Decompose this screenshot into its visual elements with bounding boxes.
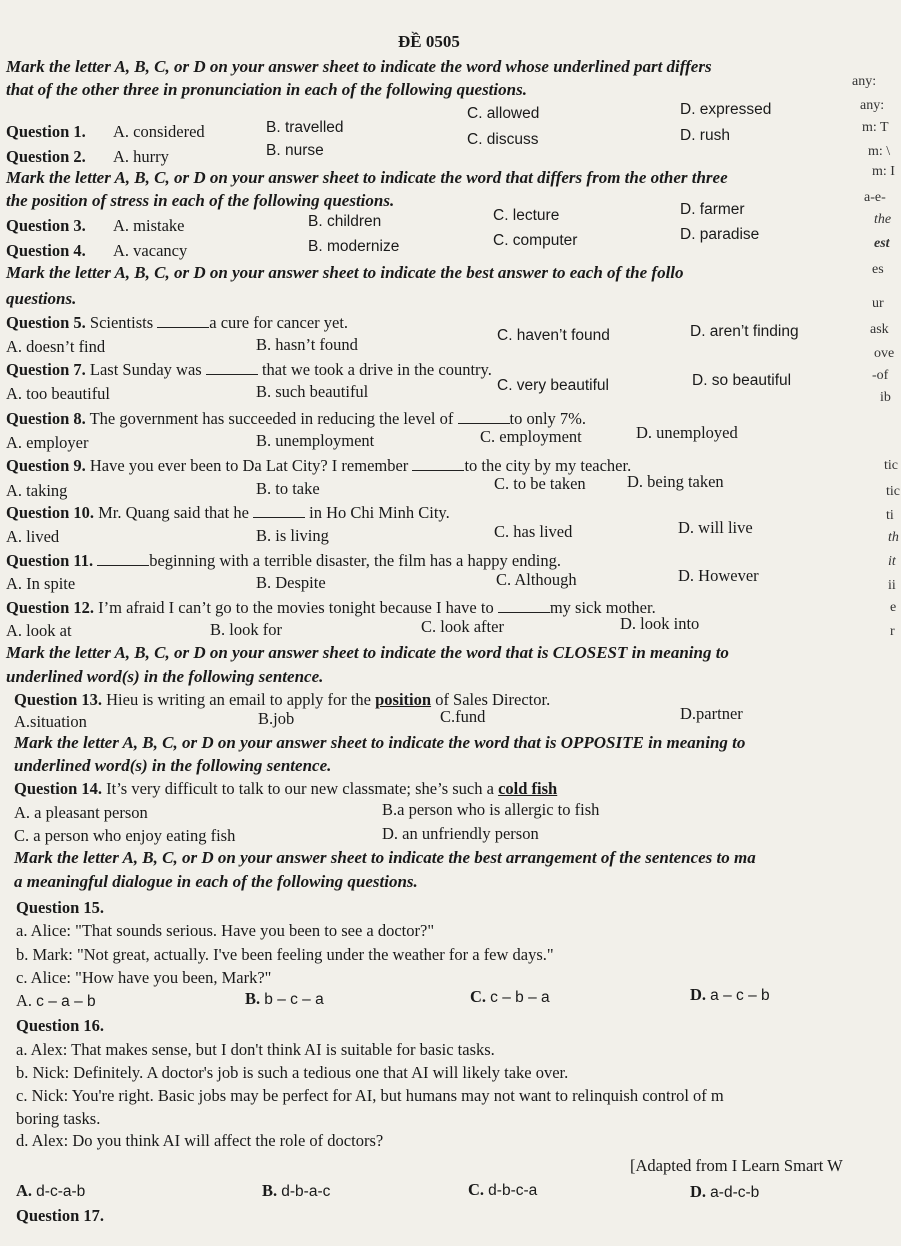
- option-text: d-b-a-c: [281, 1183, 331, 1200]
- edge-fragment: the: [874, 212, 892, 227]
- option-letter: A.: [16, 1181, 33, 1200]
- edge-fragment: any:: [860, 98, 885, 113]
- option-c: C. discuss: [467, 131, 539, 148]
- instruction-stress: Mark the letter A, B, C, or D on your answer sheet to indicate the word that differs from the other three: [6, 168, 728, 187]
- edge-fragment: any:: [852, 74, 877, 89]
- question-label: Question 10.: [6, 503, 95, 522]
- option-letter: B.: [262, 1181, 278, 1200]
- option-letter: D.: [690, 985, 707, 1004]
- option-a: A. lived: [6, 527, 60, 546]
- option-b: B. Despite: [256, 573, 326, 592]
- question-label: Question 2.: [6, 147, 86, 166]
- stem-post: that we took a drive in the country.: [261, 360, 492, 379]
- dialogue-line-b: b. Nick: Definitely. A doctor's job is such a tedious one that AI will likely take over.: [16, 1063, 569, 1082]
- question-label: Question 8.: [6, 409, 86, 428]
- underlined-word: position: [375, 690, 432, 709]
- option-d: D. rush: [680, 127, 730, 144]
- option-a: A. too beautiful: [6, 384, 111, 403]
- dialogue-line-a: a. Alex: That makes sense, but I don't think AI is suitable for basic tasks.: [16, 1040, 495, 1059]
- option-b: B. unemployment: [256, 431, 375, 450]
- source-note: [Adapted from I Learn Smart W: [630, 1156, 843, 1175]
- option-text: c – b – a: [490, 989, 550, 1006]
- option-d: D. will live: [678, 518, 753, 537]
- option-b: B. look for: [210, 620, 282, 639]
- answer-blank: [253, 503, 305, 518]
- edge-fragment: th: [888, 530, 899, 545]
- answer-blank: [157, 313, 209, 328]
- question-stem: [6, 503, 450, 523]
- answer-blank: [498, 598, 550, 613]
- stem-post: my sick mother.: [549, 598, 656, 617]
- instruction-arrangement: Mark the letter A, B, C, or D on your answer sheet to indicate the best arrangement of the sentences to ma: [14, 848, 756, 867]
- stem-post: to only 7%.: [509, 409, 587, 428]
- option-b: [262, 1181, 330, 1202]
- edge-fragment: -of: [872, 368, 889, 383]
- option-d: D. look into: [620, 614, 700, 633]
- option-c: C. very beautiful: [497, 377, 609, 394]
- question-label: Question 14.: [14, 779, 103, 798]
- option-a: A. considered: [113, 122, 205, 141]
- question-stem: [6, 313, 348, 333]
- dialogue-line-c: c. Alice: "How have you been, Mark?": [16, 968, 272, 987]
- option-text: a-d-c-b: [710, 1184, 760, 1201]
- option-a: A. vacancy: [113, 241, 188, 260]
- option-a: [16, 1181, 85, 1202]
- option-letter: B.: [245, 989, 261, 1008]
- option-text: d-c-a-b: [36, 1183, 86, 1200]
- question-label: Question 11.: [6, 551, 94, 570]
- option-c: C. allowed: [467, 105, 540, 122]
- question-label: Question 4.: [6, 241, 86, 260]
- option-c: C. has lived: [494, 522, 573, 541]
- stem-pre: Last Sunday was: [89, 360, 202, 379]
- instruction-opposite: Mark the letter A, B, C, or D on your answer sheet to indicate the word that is OPPOSITE in meaning to: [14, 733, 746, 752]
- option-text: d-b-c-a: [488, 1182, 538, 1199]
- option-a: A. look at: [6, 621, 72, 640]
- question-label: Question 9.: [6, 456, 86, 475]
- option-b: B. such beautiful: [256, 382, 369, 401]
- edge-fragment: ib: [880, 390, 891, 405]
- option-d: D.partner: [680, 704, 743, 723]
- option-b: B.job: [258, 709, 295, 728]
- option-b: B. is living: [256, 526, 329, 545]
- instruction-opposite-cont: underlined word(s) in the following sentence.: [14, 756, 332, 775]
- answer-blank: [458, 409, 510, 424]
- stem-pre: Have you ever been to Da Lat City? I remember: [89, 456, 409, 475]
- edge-fragment: m: \: [868, 144, 891, 159]
- edge-fragment: it: [888, 554, 896, 569]
- question-stem: [6, 598, 656, 618]
- option-text: c – a – b: [36, 993, 96, 1010]
- option-c: C. look after: [421, 617, 504, 636]
- answer-blank: [206, 360, 258, 375]
- option-d: D. being taken: [627, 472, 724, 491]
- option-d: D. aren’t finding: [690, 323, 799, 340]
- question-stem: [14, 779, 557, 799]
- option-d: D. unemployed: [636, 423, 738, 442]
- option-a: A. taking: [6, 481, 68, 500]
- option-b: B. modernize: [308, 238, 400, 255]
- option-b: B. to take: [256, 479, 320, 498]
- option-a: A. doesn’t find: [6, 337, 106, 356]
- dialogue-line-b: b. Mark: "Not great, actually. I've been feeling under the weather for a few days.": [16, 945, 554, 964]
- edge-fragment: ur: [872, 296, 884, 311]
- stem-post: a cure for cancer yet.: [209, 313, 349, 332]
- question-stem: [6, 551, 561, 571]
- answer-blank: [412, 456, 464, 471]
- edge-fragment: ask: [870, 322, 889, 337]
- option-d: D. However: [678, 566, 759, 585]
- stem-pre: It’s very difficult to talk to our new classmate; she’s such a: [106, 779, 494, 798]
- instruction-best-answer: Mark the letter A, B, C, or D on your answer sheet to indicate the best answer to each of the follo: [6, 263, 684, 282]
- question-stem: [6, 360, 492, 380]
- option-a: A. a pleasant person: [14, 803, 148, 822]
- option-text: a – c – b: [710, 987, 770, 1004]
- option-letter: D.: [690, 1182, 707, 1201]
- answer-blank: [97, 551, 149, 566]
- option-d: [690, 985, 770, 1006]
- question-stem: [6, 409, 586, 429]
- option-b: B. travelled: [266, 119, 344, 136]
- option-letter: C.: [470, 987, 487, 1006]
- option-c: C.fund: [440, 707, 486, 726]
- option-b: B. nurse: [266, 142, 324, 159]
- edge-fragment: a-e-: [864, 190, 886, 205]
- instruction-pronunciation-cont: that of the other three in pronunciation in each of the following questions.: [6, 80, 527, 99]
- stem-pre: Scientists: [89, 313, 154, 332]
- question-label: Question 13.: [14, 690, 103, 709]
- edge-fragment: m: I: [872, 164, 895, 179]
- option-d: D. so beautiful: [692, 372, 792, 389]
- question-label: Question 3.: [6, 216, 86, 235]
- edge-fragment: tic: [886, 484, 900, 499]
- page-title: ĐỀ 0505: [398, 32, 460, 51]
- instruction-pronunciation: Mark the letter A, B, C, or D on your answer sheet to indicate the word whose underlined part differs: [6, 57, 712, 76]
- question-label: Question 16.: [16, 1016, 105, 1035]
- stem-post: beginning with a terrible disaster, the film has a happy ending.: [149, 551, 561, 570]
- stem-post: to the city by my teacher.: [464, 456, 632, 475]
- option-b: B. children: [308, 213, 382, 230]
- option-a: A. employer: [6, 433, 89, 452]
- dialogue-line-d: d. Alex: Do you think AI will affect the role of doctors?: [16, 1131, 384, 1150]
- option-c: C. employment: [480, 427, 582, 446]
- question-label: Question 5.: [6, 313, 86, 332]
- edge-fragment: est: [874, 236, 890, 251]
- dialogue-line-c-cont: boring tasks.: [16, 1109, 101, 1128]
- option-c: C. to be taken: [494, 474, 586, 493]
- edge-fragment: ove: [874, 346, 895, 361]
- option-c: C. a person who enjoy eating fish: [14, 826, 236, 845]
- option-b: B.a person who is allergic to fish: [382, 800, 600, 819]
- instruction-best-answer-cont: questions.: [6, 289, 77, 308]
- option-c: [468, 1180, 537, 1201]
- option-c: [470, 987, 550, 1008]
- edge-fragment: m: T: [862, 120, 889, 135]
- option-b: B. hasn’t found: [256, 335, 358, 354]
- option-d: D. expressed: [680, 101, 772, 118]
- option-c: C. computer: [493, 232, 578, 249]
- dialogue-line-c: c. Nick: You're right. Basic jobs may be perfect for AI, but humans may not want to relinquish control of m: [16, 1086, 724, 1105]
- option-d: D. an unfriendly person: [382, 824, 539, 843]
- option-b: [245, 989, 324, 1010]
- stem-post: of Sales Director.: [435, 690, 551, 709]
- option-c: C. Although: [496, 570, 577, 589]
- edge-fragment: e: [890, 600, 897, 615]
- option-a: [16, 991, 96, 1012]
- edge-fragment: ti: [886, 508, 894, 523]
- stem-pre: I’m afraid I can’t go to the movies tonight because I have to: [98, 598, 494, 617]
- edge-fragment: r: [890, 624, 895, 639]
- option-a: A.situation: [14, 712, 87, 731]
- dialogue-line-a: a. Alice: "That sounds serious. Have you been to see a doctor?": [16, 921, 435, 940]
- option-letter: A.: [16, 991, 33, 1010]
- stem-pre: The government has succeeded in reducing the level of: [89, 409, 454, 428]
- option-a: A. In spite: [6, 574, 76, 593]
- option-a: A. mistake: [113, 216, 185, 235]
- question-stem: [6, 456, 631, 476]
- option-c: C. lecture: [493, 207, 560, 224]
- question-label: Question 7.: [6, 360, 86, 379]
- option-d: D. paradise: [680, 226, 760, 243]
- option-letter: C.: [468, 1180, 485, 1199]
- option-a: A. hurry: [113, 147, 169, 166]
- option-c: C. haven’t found: [497, 327, 610, 344]
- instruction-closest-cont: underlined word(s) in the following sentence.: [6, 667, 324, 686]
- stem-pre: Hieu is writing an email to apply for the: [106, 690, 371, 709]
- stem-post: in Ho Chi Minh City.: [309, 503, 450, 522]
- edge-fragment: es: [872, 262, 884, 277]
- question-label: Question 15.: [16, 898, 105, 917]
- underlined-word: cold fish: [498, 779, 558, 798]
- edge-fragment: tic: [884, 458, 898, 473]
- option-d: D. farmer: [680, 201, 745, 218]
- stem-pre: Mr. Quang said that he: [98, 503, 249, 522]
- instruction-arrangement-cont: a meaningful dialogue in each of the following questions.: [14, 872, 418, 891]
- question-label: Question 1.: [6, 122, 86, 141]
- option-text: b – c – a: [264, 991, 324, 1008]
- question-label: Question 17.: [16, 1206, 105, 1225]
- edge-fragment: ii: [888, 578, 896, 593]
- instruction-stress-cont: the position of stress in each of the following questions.: [6, 191, 395, 210]
- question-label: Question 12.: [6, 598, 95, 617]
- option-d: [690, 1182, 759, 1203]
- instruction-closest: Mark the letter A, B, C, or D on your answer sheet to indicate the word that is CLOSEST in meaning to: [6, 643, 729, 662]
